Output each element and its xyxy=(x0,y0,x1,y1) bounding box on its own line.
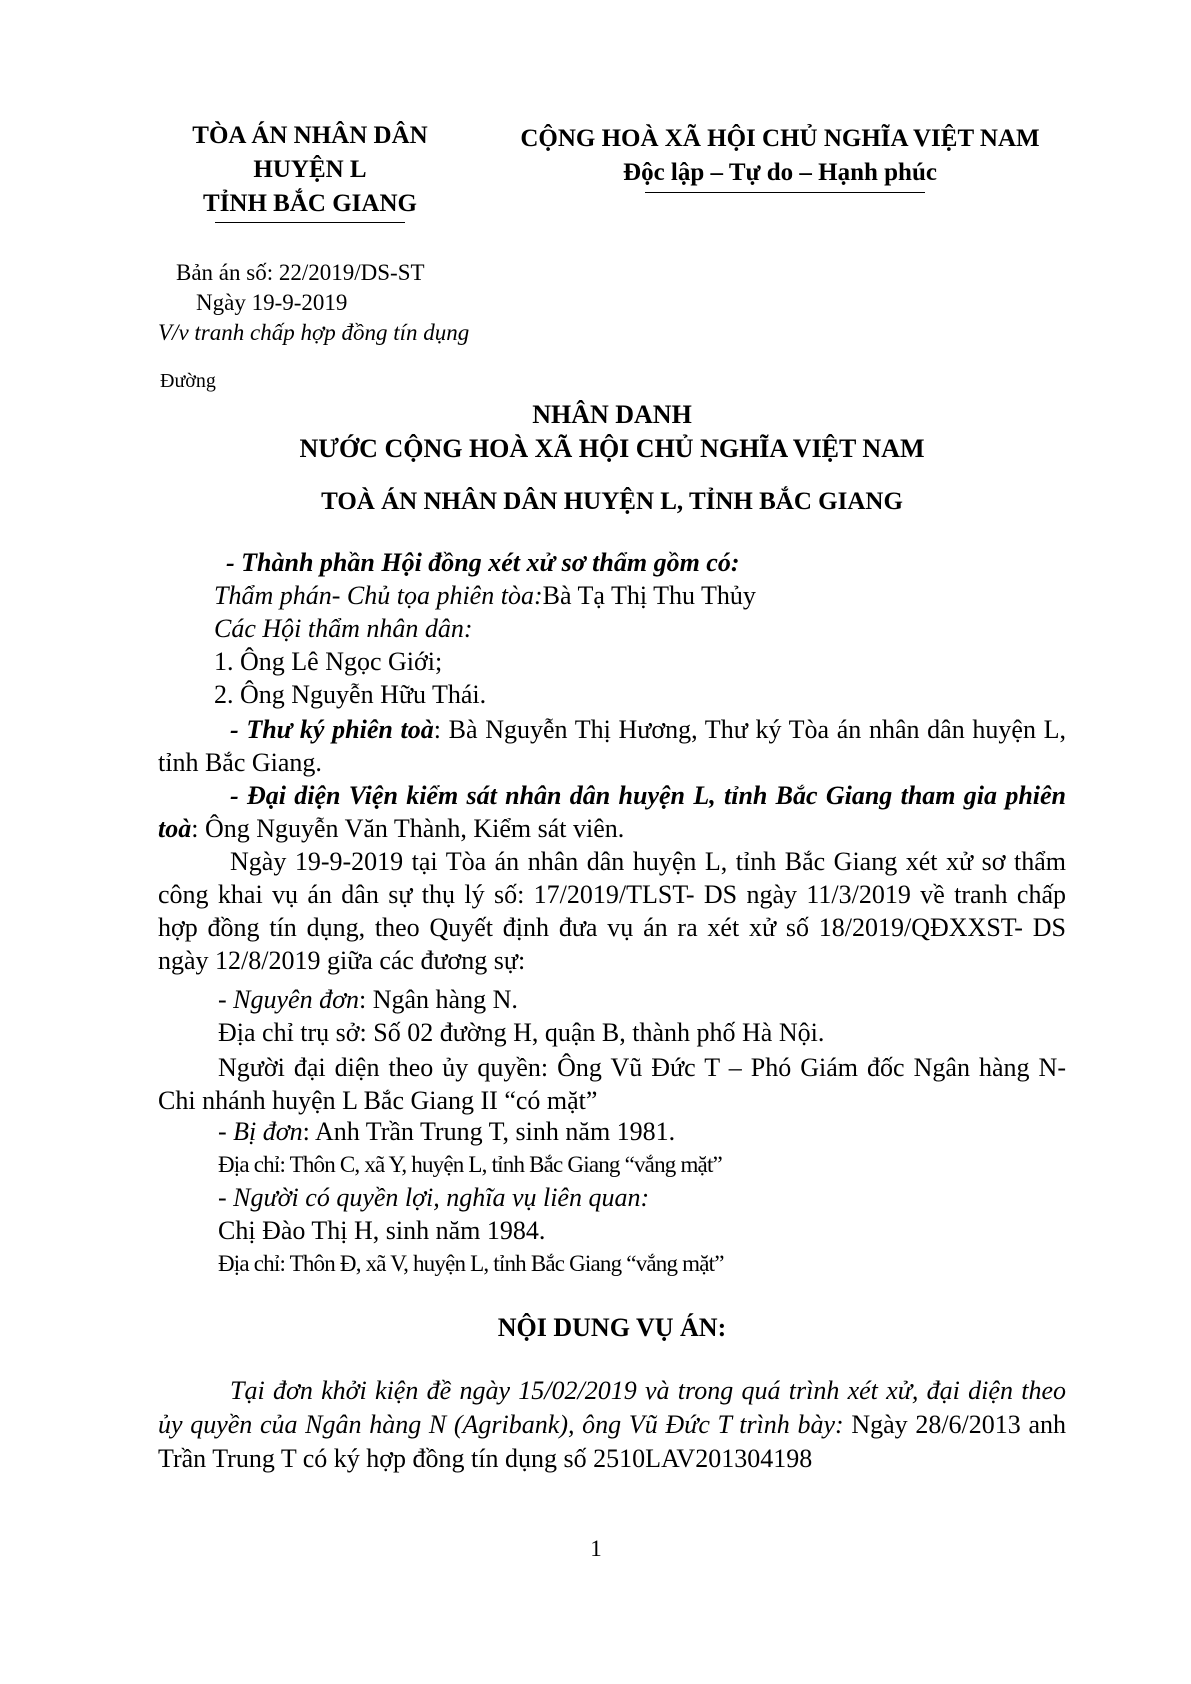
content-heading: NỘI DUNG VỤ ÁN: xyxy=(497,1313,727,1342)
case-date: Ngày 19-9-2019 xyxy=(196,290,348,315)
judge-name: Bà Tạ Thị Thu Thủy xyxy=(542,581,756,610)
motto-underline xyxy=(645,192,925,193)
defendant-text: : Anh Trần Trung T, sinh năm 1981. xyxy=(302,1117,676,1146)
stray-text: Đường xyxy=(160,370,216,392)
content-intro-italic: Tại đơn khởi kiện đề ngày 15/02/2019 và trong quá trình xét xử, đại diện theo ủy quyền của Ngân hàng N (Agribank), ông Vũ Đức T trình bày: xyxy=(158,1376,1066,1439)
court-name-line2: HUYỆN L xyxy=(253,156,367,183)
panel-heading: - Thành phần Hội đồng xét xử sơ thẩm gồm có: xyxy=(226,548,740,577)
procuracy-label: - Đại diện Viện kiểm sát nhân dân huyện L, tỉnh Bắc Giang tham gia phiên toà xyxy=(158,781,1066,843)
related-party-name: Chị Đào Thị H, sinh năm 1984. xyxy=(218,1216,546,1245)
assessor-2: 2. Ông Nguyễn Hữu Thái. xyxy=(214,680,487,709)
court-name-line3: TỈNH BẮC GIANG xyxy=(203,190,417,217)
plaintiff-label: Nguyên đơn xyxy=(233,985,359,1014)
plaintiff-representative: Người đại diện theo ủy quyền: Ông Vũ Đức T – Phó Giám đốc Ngân hàng N- Chi nhánh huyện L Bắc Giang II “có mặt” xyxy=(158,1053,1066,1115)
procuracy-paragraph xyxy=(158,779,1066,845)
hearing-paragraph: Ngày 19-9-2019 tại Tòa án nhân dân huyện L, tỉnh Bắc Giang xét xử sơ thẩm công khai vụ án dân sự thụ lý số: 17/2019/TLST- DS ngày 11/3/2019 về tranh chấp hợp đồng tín dụng, theo Quyết định đưa vụ án ra xét xử số 18/2019/QĐXXST- DS ngày 12/8/2019 giữa các đương sự: xyxy=(158,847,1066,975)
judge-label: Thẩm phán- Chủ tọa phiên tòa: xyxy=(214,581,543,610)
related-party-address: Địa chỉ: Thôn Đ, xã V, huyện L, tỉnh Bắc Giang “vắng mặt” xyxy=(218,1251,724,1276)
defendant-line: - Bị đơn: Anh Trần Trung T, sinh năm 1981. xyxy=(218,1117,676,1146)
court-name-line1: TÒA ÁN NHÂN DÂN xyxy=(192,122,428,149)
defendant-address: Địa chỉ: Thôn C, xã Y, huyện L, tỉnh Bắc Giang “vắng mặt” xyxy=(218,1152,722,1177)
plaintiff-text: : Ngân hàng N. xyxy=(358,985,518,1014)
clerk-text: : Bà Nguyễn Thị Hương, Thư ký Tòa án nhân dân huyện L, tỉnh Bắc Giang. xyxy=(158,715,1066,777)
plaintiff-address: Địa chỉ trụ sở: Số 02 đường H, quận B, thành phố Hà Nội. xyxy=(218,1018,825,1047)
title-line1: NHÂN DANH xyxy=(532,400,692,429)
case-number: Bản án số: 22/2019/DS-ST xyxy=(176,260,425,285)
nation-title: CỘNG HOÀ XÃ HỘI CHỦ NGHĨA VIỆT NAM xyxy=(520,125,1040,152)
national-motto: Độc lập – Tự do – Hạnh phúc xyxy=(623,159,937,186)
case-subject: V/v tranh chấp hợp đồng tín dụng xyxy=(158,320,470,345)
related-party-label: - Người có quyền lợi, nghĩa vụ liên quan: xyxy=(218,1183,650,1212)
judge-line xyxy=(214,581,756,611)
court-title: TOÀ ÁN NHÂN DÂN HUYỆN L, TỈNH BẮC GIANG xyxy=(321,488,903,515)
content-intro-text: Ngày 28/6/2013 anh Trần Trung T có ký hợp đồng tín dụng số 2510LAV201304198 xyxy=(158,1410,1067,1473)
assessor-1: 1. Ông Lê Ngọc Giới; xyxy=(214,647,443,676)
court-name-underline xyxy=(215,222,405,223)
defendant-label: Bị đơn xyxy=(233,1117,303,1146)
title-line2: NƯỚC CỘNG HOÀ XÃ HỘI CHỦ NGHĨA VIỆT NAM xyxy=(299,434,925,463)
plaintiff-line: - Nguyên đơn: Ngân hàng N. xyxy=(218,985,518,1014)
page-number: 1 xyxy=(590,1536,602,1561)
content-intro-paragraph xyxy=(158,1374,1066,1476)
clerk-paragraph xyxy=(158,713,1066,779)
procuracy-text: : Ông Nguyễn Văn Thành, Kiểm sát viên. xyxy=(191,814,625,843)
assessors-label: Các Hội thẩm nhân dân: xyxy=(214,614,473,643)
clerk-label: - Thư ký phiên toà xyxy=(230,715,434,744)
